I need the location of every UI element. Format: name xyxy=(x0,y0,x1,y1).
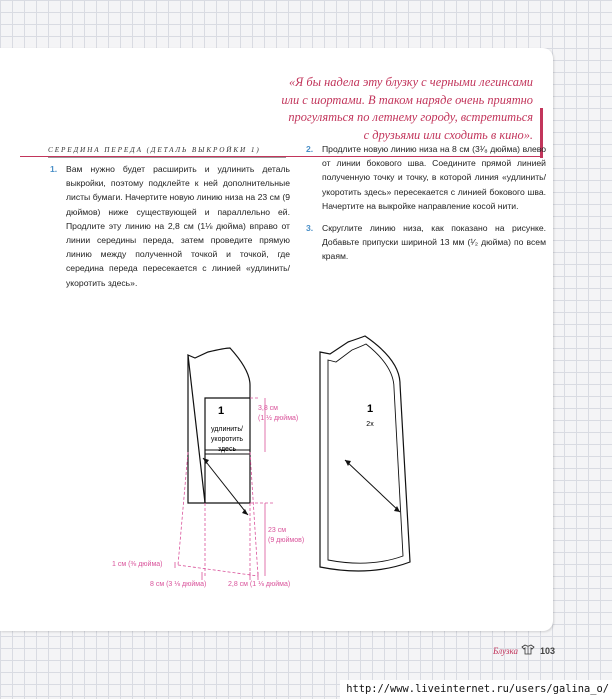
piece-number-label: 1 xyxy=(217,405,225,417)
pattern-diagram-final xyxy=(300,332,430,582)
dimension-label-right: (9 дюймов) xyxy=(268,537,305,544)
step-text: Скруглите линию низа, как показано на рисунке. Добавьте припуски шириной 13 мм (¹⁄₂ дюйма) по всем краям. xyxy=(322,223,546,262)
instructions-left-column xyxy=(50,162,290,298)
quote-line: прогуляться по летнему городу, встретиться xyxy=(288,110,533,124)
dimension-label-bottom-left: 8 см (3 ⅛ дюйма) xyxy=(150,581,207,588)
piece-count-label: 2x xyxy=(366,421,374,428)
step-number: 3. xyxy=(306,223,314,234)
step-number: 1. xyxy=(50,164,58,174)
step-number: 2. xyxy=(306,144,314,154)
pull-quote xyxy=(243,74,533,144)
section-title: СЕРЕДИНА ПЕРЕДА (ДЕТАЛЬ ВЫКРОЙКИ 1) xyxy=(48,146,288,158)
lengthen-label: укоротить xyxy=(210,436,244,443)
pattern-diagram-adjusted xyxy=(100,340,315,595)
quote-line: или с шортами. В таком наряде очень приятно xyxy=(281,92,533,107)
dimension-label-top: 3,8 см xyxy=(258,405,278,412)
piece-number-label: 1 xyxy=(366,403,374,415)
step-text: Вам нужно будет расширить и удлинить деталь выкройки, поэтому подклейте к ней дополнительные листы бумаги. Начертите новую линию низа на 23 см (9 дюймов) ниже существующей и параллельно ей. Продлите эту линию на 2,8 см (1⅛ дюйма) вправо от линии середины переда, затем проведите прямую линию между полученной точкой и точкой, где середина переда пересекается с линией «удлинить/укоротить здесь». xyxy=(66,164,290,288)
pattern-piece-stitch-line xyxy=(328,344,403,563)
dimension-label-left: 1 см (⅜ дюйма) xyxy=(112,561,163,568)
step-1 xyxy=(50,162,290,290)
dimension-label-top: (1 ½ дюйма) xyxy=(258,415,299,422)
source-url: http://www.liveinternet.ru/users/galina_o/ xyxy=(340,680,612,699)
page-footer xyxy=(493,644,555,656)
lengthen-label: удлинить/ xyxy=(211,426,243,433)
step-3 xyxy=(306,221,546,264)
seam-allowance-outline xyxy=(320,336,410,571)
grainline-arrow xyxy=(203,458,248,515)
step-text: Продлите новую линию низа на 8 см (3¹⁄₈ дюйма) влево от линии бокового шва. Соедините прямой линией полученную точку и точку, в которой линия «удлинить/укоротить здесь» пересекается с линией бокового шва. Начертите на выкройке направление косой нити. xyxy=(322,144,546,211)
footer-section-name: Блузка xyxy=(493,646,518,656)
page-number: 103 xyxy=(540,646,556,656)
dimension-label-right: 23 см xyxy=(268,527,287,534)
lengthen-label: здесь xyxy=(217,446,237,453)
dimension-label-bottom-right: 2,8 см (1 ⅛ дюйма) xyxy=(228,581,291,588)
quote-line: «Я бы надела эту блузку с черными легинсами xyxy=(288,75,533,89)
step-2 xyxy=(306,142,546,213)
grainline-arrow xyxy=(345,460,400,512)
quote-line: с друзьями или сходить в кино». xyxy=(363,127,533,142)
blouse-icon xyxy=(521,644,535,655)
instructions-right-column xyxy=(306,142,546,272)
